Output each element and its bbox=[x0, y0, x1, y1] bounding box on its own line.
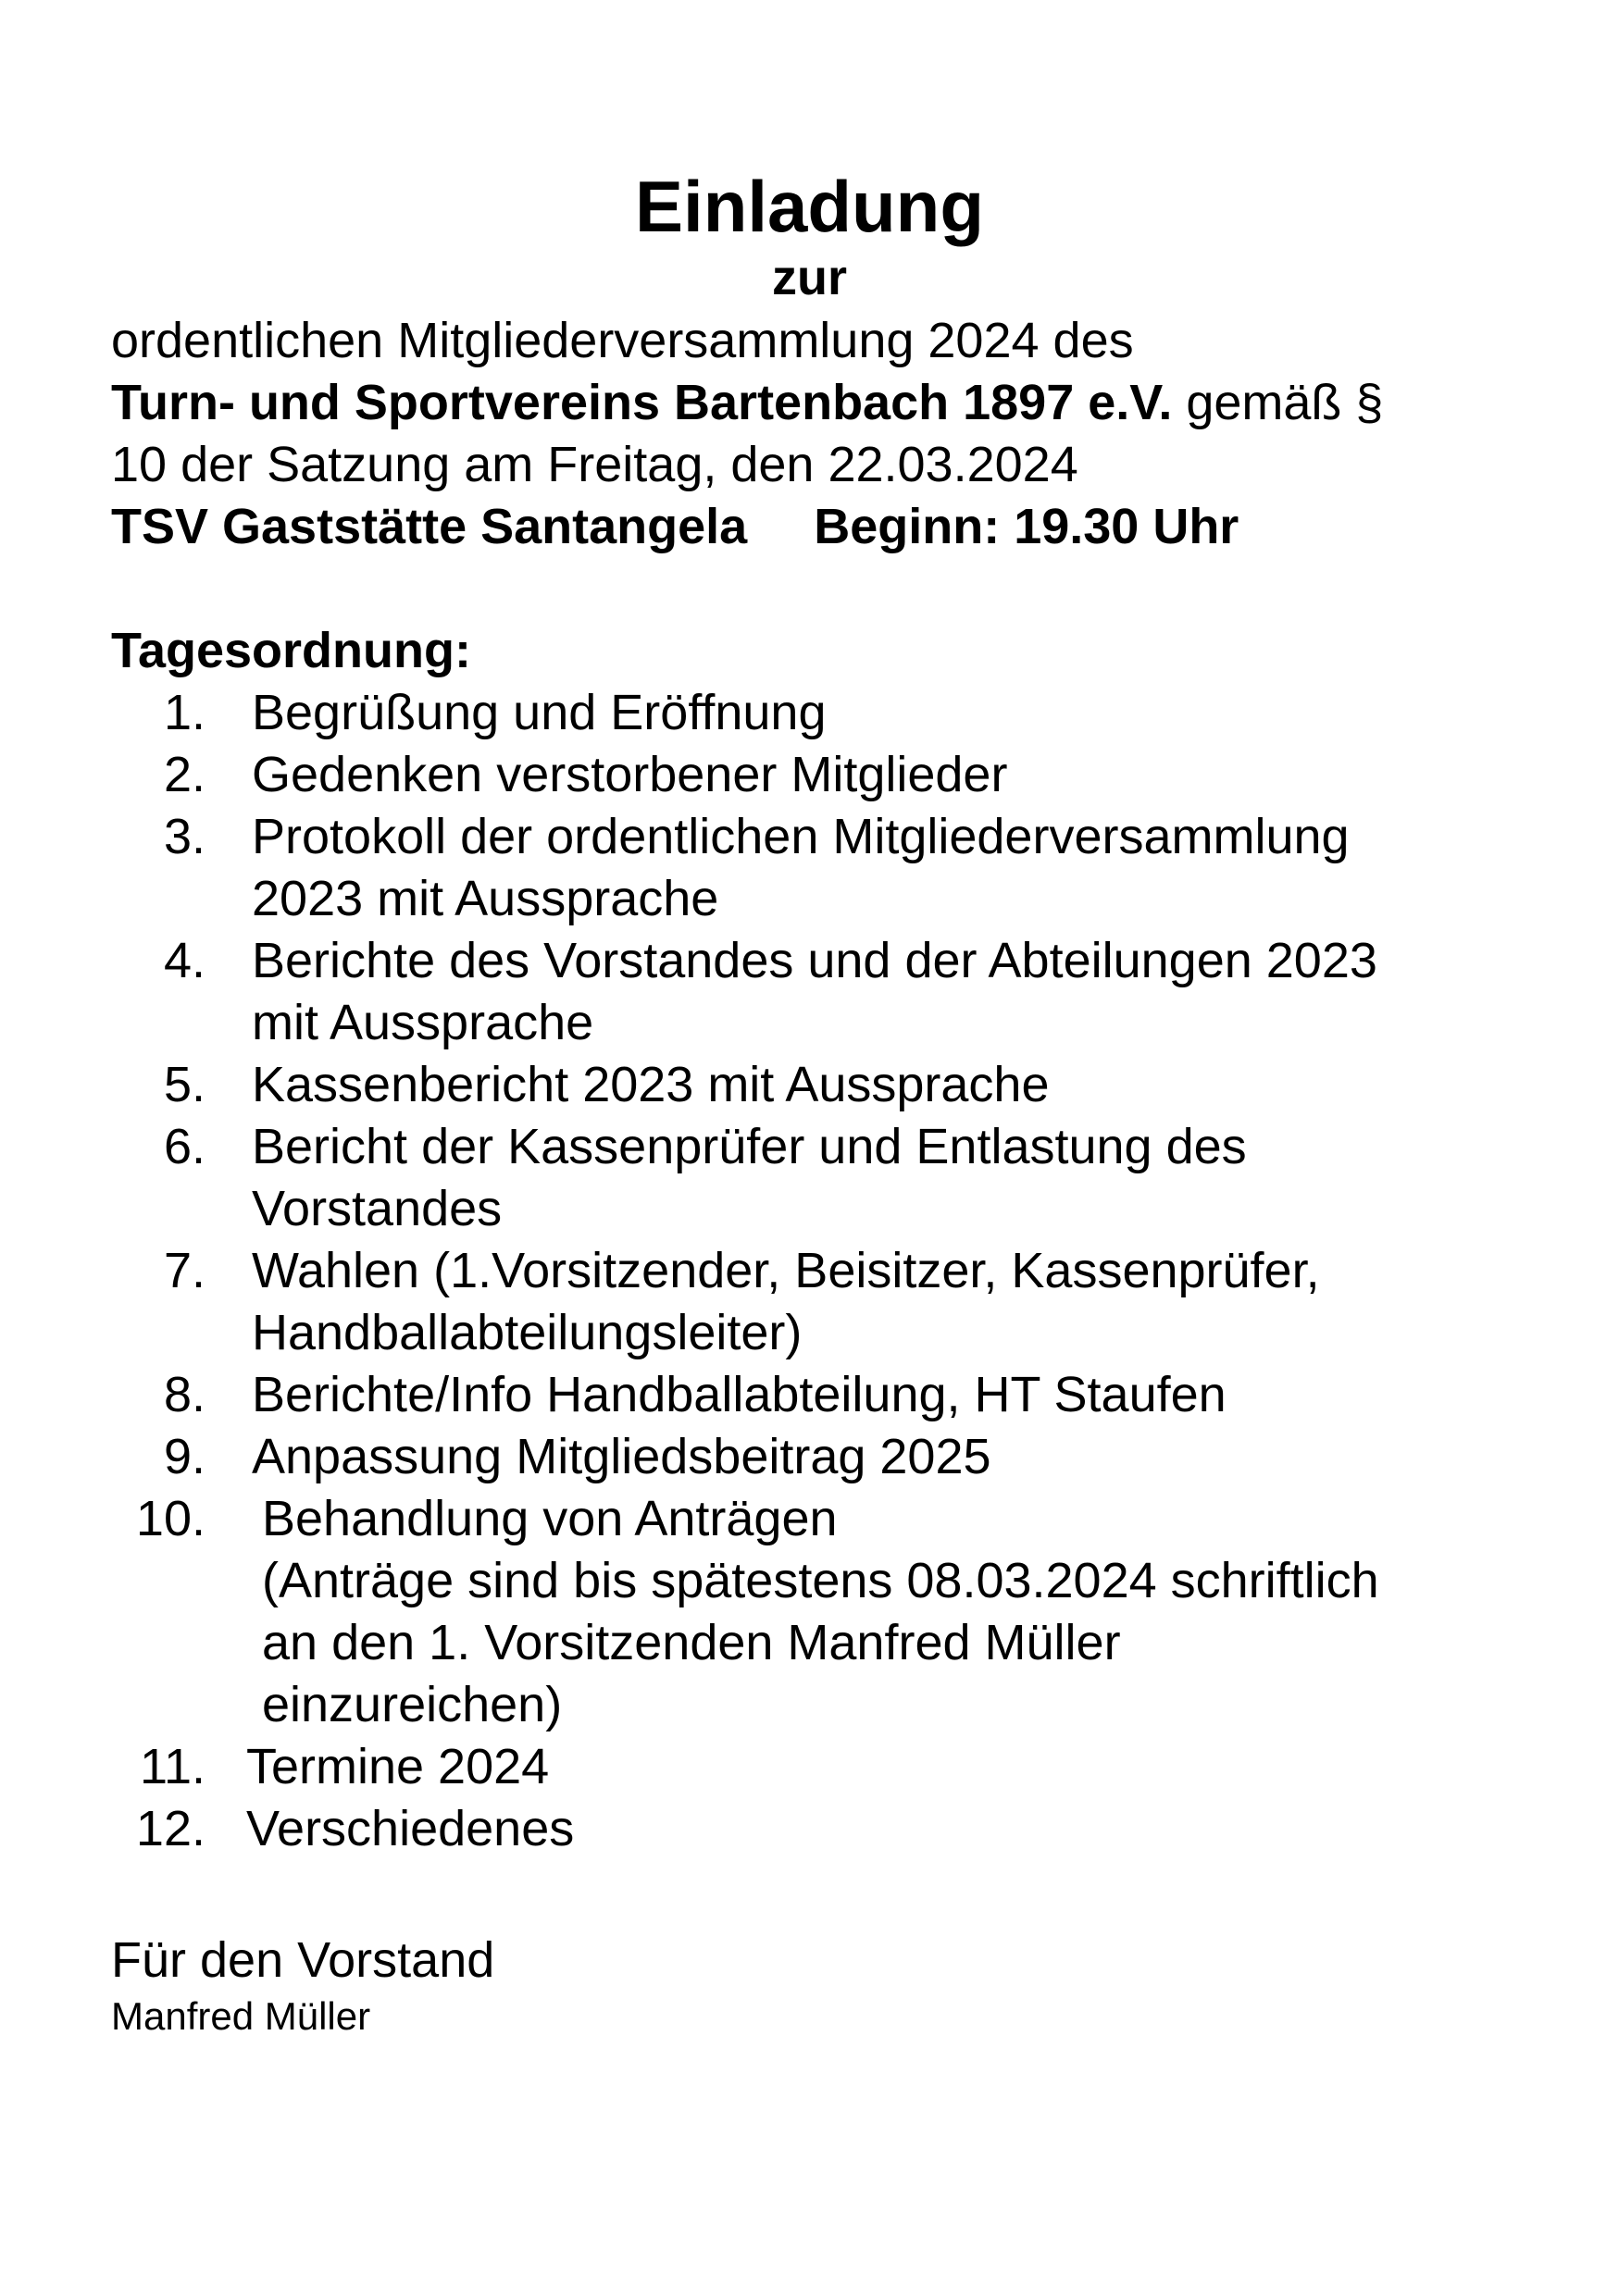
agenda-item-text: Anpassung Mitgliedsbeitrag 2025 bbox=[252, 1429, 991, 1484]
agenda-item-text: (Anträge sind bis spätestens 08.03.2024 schriftlich bbox=[262, 1553, 1379, 1608]
agenda-item bbox=[0, 930, 1619, 1054]
agenda-item-text: an den 1. Vorsitzenden Manfred Müller bbox=[262, 1615, 1121, 1670]
document-subtitle: zur bbox=[772, 250, 847, 305]
agenda-item bbox=[0, 744, 1619, 806]
agenda-item-text: Begrüßung und Eröffnung bbox=[252, 685, 827, 740]
agenda-item-number: 12. bbox=[135, 1801, 205, 1856]
agenda-item bbox=[0, 806, 1619, 930]
agenda-item bbox=[0, 1116, 1619, 1240]
agenda-item-text: Berichte des Vorstandes und der Abteilungen 2023 bbox=[252, 933, 1377, 988]
agenda-item bbox=[0, 1798, 1619, 1860]
agenda-item-number: 2. bbox=[163, 747, 205, 802]
intro-line-3: 10 der Satzung am Freitag, den 22.03.2024 bbox=[111, 437, 1078, 492]
intro-line-1: ordentlichen Mitgliederversammlung 2024 des bbox=[111, 313, 1134, 368]
signature-name: Manfred Müller bbox=[111, 1994, 371, 2038]
intro-line-2 bbox=[111, 372, 1518, 434]
agenda-item bbox=[0, 1240, 1619, 1364]
agenda-item-number: 5. bbox=[163, 1057, 205, 1112]
intro-line-2-rest: gemäß § bbox=[1172, 375, 1384, 430]
agenda-item bbox=[0, 1364, 1619, 1426]
agenda-item-number: 6. bbox=[163, 1119, 205, 1174]
agenda-item-number: 7. bbox=[163, 1243, 205, 1298]
signature-label: Für den Vorstand bbox=[111, 1932, 495, 1988]
start-time: Beginn: 19.30 Uhr bbox=[814, 499, 1239, 554]
agenda-item-text: Kassenbericht 2023 mit Aussprache bbox=[252, 1057, 1050, 1112]
agenda-item-text: Termine 2024 bbox=[246, 1739, 550, 1794]
agenda-item-number: 3. bbox=[163, 809, 205, 864]
agenda-item-text: Gedenken verstorbener Mitglieder bbox=[252, 747, 1008, 802]
document-title: Einladung bbox=[635, 166, 984, 247]
agenda-item-number: 10. bbox=[135, 1491, 205, 1546]
venue: TSV Gaststätte Santangela bbox=[111, 499, 748, 554]
agenda-list bbox=[0, 682, 1619, 1860]
agenda-item-text: Behandlung von Anträgen bbox=[262, 1491, 838, 1546]
agenda-item-text: Vorstandes bbox=[252, 1181, 503, 1236]
agenda-item-text: Berichte/Info Handballabteilung, HT Staufen bbox=[252, 1367, 1227, 1422]
agenda-item-text: mit Aussprache bbox=[252, 995, 594, 1050]
intro-block bbox=[111, 310, 1518, 558]
agenda-item-number: 9. bbox=[163, 1429, 205, 1484]
agenda-item bbox=[0, 682, 1619, 744]
agenda-item-text: Handballabteilungsleiter) bbox=[252, 1305, 803, 1360]
club-name: Turn- und Sportvereins Bartenbach 1897 e.V. bbox=[111, 375, 1173, 430]
venue-line bbox=[111, 496, 1518, 558]
agenda-item-number: 11. bbox=[139, 1739, 205, 1794]
agenda-item bbox=[0, 1736, 1619, 1798]
agenda-item-text: Verschiedenes bbox=[246, 1801, 575, 1856]
agenda-heading: Tagesordnung: bbox=[111, 623, 471, 678]
agenda-item-text: Bericht der Kassenprüfer und Entlastung des bbox=[252, 1119, 1247, 1174]
agenda-item-number: 1. bbox=[163, 685, 205, 740]
agenda-item bbox=[0, 1426, 1619, 1488]
agenda-item-text: Protokoll der ordentlichen Mitgliederversammlung bbox=[252, 809, 1350, 864]
agenda-item bbox=[0, 1054, 1619, 1116]
agenda-item-text: einzureichen) bbox=[262, 1677, 563, 1732]
agenda-item-number: 8. bbox=[163, 1367, 205, 1422]
agenda-item-number: 4. bbox=[163, 933, 205, 988]
agenda-item bbox=[0, 1488, 1619, 1736]
agenda-item-text: Wahlen (1.Vorsitzender, Beisitzer, Kassenprüfer, bbox=[252, 1243, 1320, 1298]
agenda-item-text: 2023 mit Aussprache bbox=[252, 871, 719, 926]
